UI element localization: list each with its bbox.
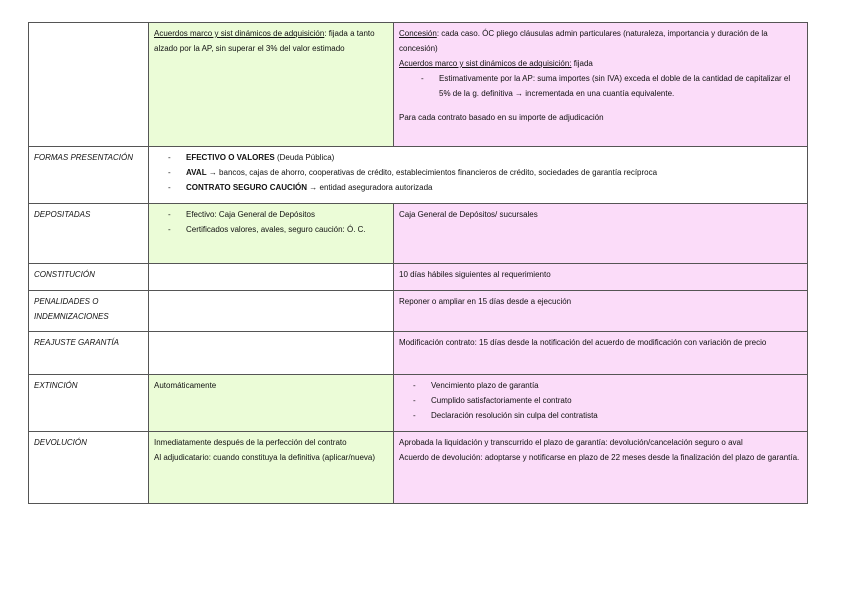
formas-item-bold: EFECTIVO O VALORES <box>186 153 275 162</box>
devolucion-right-line: Aprobada la liquidación y transcurrido el plazo de garantía: devolución/cancelación seguro o aval <box>399 438 743 447</box>
acuerdos-mid-title: Acuerdos marco y sist dinámicos de adquisición <box>154 29 325 38</box>
row-label: FORMAS PRESENTACIÓN <box>29 147 149 204</box>
devolucion-mid-line: Inmediatamente después de la perfección del contrato <box>154 438 347 447</box>
acuerdos-mid-text: : fijada a tanto alzado por la AP, sin superar el 3% del valor estimado <box>154 29 375 53</box>
acuerdos-right-paragraph <box>399 56 802 71</box>
row-label: REAJUSTE GARANTÍA <box>29 332 149 375</box>
extincion-mid-cell: Automáticamente <box>149 375 394 432</box>
acuerdos-footer: Para cada contrato basado en su importe de adjudicación <box>399 113 604 122</box>
list-item: - Vencimiento plazo de garantía <box>413 378 802 393</box>
table-row-depositadas <box>29 204 808 264</box>
formas-item-text: (Deuda Pública) <box>274 153 335 162</box>
formas-item-text: → entidad aseguradora autorizada <box>307 183 433 192</box>
formas-item-text: → bancos, cajas de ahorro, cooperativas de crédito, establecimientos financieros de crédito, sociedades de garantía recíproca <box>206 168 658 177</box>
formas-cell <box>149 147 808 204</box>
depositadas-mid-cell <box>149 204 394 264</box>
list-item: - Estimativamente por la AP: suma importes (sin IVA) exceda el doble de la cantidad de capitalizar el 5% de la g. definitiva → incrementada en una cuantía equivalente. <box>421 71 802 101</box>
extincion-list <box>399 378 802 423</box>
formas-item-bold: AVAL <box>186 168 207 177</box>
list-item: - Cumplido satisfactoriamente el contrato <box>413 393 802 408</box>
acuerdos-bullet-list <box>399 71 802 101</box>
penalidades-mid-cell <box>149 291 394 332</box>
list-item: - Efectivo: Caja General de Depósitos <box>168 207 388 222</box>
acuerdos-mid-cell <box>149 23 394 147</box>
devolucion-right-cell <box>394 432 808 504</box>
list-item <box>168 165 802 180</box>
devolucion-mid-line: Al adjudicatario: cuando constituya la definitiva (aplicar/nueva) <box>154 453 376 462</box>
list-item: - Certificados valores, avales, seguro caución: Ó. C. <box>168 222 388 237</box>
table-row-extincion <box>29 375 808 432</box>
concesion-text: : cada caso. ÓC pliego cláusulas admin particulares (naturaleza, importancia y duración de la concesión) <box>399 29 768 53</box>
devolucion-mid-cell <box>149 432 394 504</box>
depositadas-list <box>154 207 388 237</box>
concesion-label: Concesión <box>399 29 437 38</box>
row-label: PENALIDADES O INDEMNIZACIONES <box>29 291 149 332</box>
depositadas-right-cell: Caja General de Depósitos/ sucursales <box>394 204 808 264</box>
concesion-paragraph <box>399 26 802 56</box>
penalidades-right-cell: Reponer o ampliar en 15 días desde a ejecución <box>394 291 808 332</box>
table-row-acuerdos <box>29 23 808 147</box>
reajuste-mid-cell <box>149 332 394 375</box>
table-row-formas <box>29 147 808 204</box>
formas-item-bold: CONTRATO SEGURO CAUCIÓN <box>186 183 308 192</box>
table-row-devolucion <box>29 432 808 504</box>
acuerdos-right-title: Acuerdos marco y sist dinámicos de adquisición: <box>399 59 572 68</box>
table-row-constitucion <box>29 264 808 291</box>
garantias-table <box>28 22 808 504</box>
constitucion-mid-cell <box>149 264 394 291</box>
row-label-empty <box>29 23 149 147</box>
row-label: CONSTITUCIÓN <box>29 264 149 291</box>
formas-list <box>154 150 802 195</box>
list-item <box>168 180 802 195</box>
devolucion-right-line: Acuerdo de devolución: adoptarse y notificarse en plazo de 22 meses desde la finalización del plazo de garantía. <box>399 453 800 462</box>
row-label: DEPOSITADAS <box>29 204 149 264</box>
constitucion-right-cell: 10 días hábiles siguientes al requerimiento <box>394 264 808 291</box>
extincion-right-cell <box>394 375 808 432</box>
row-label: EXTINCIÓN <box>29 375 149 432</box>
list-item: - Declaración resolución sin culpa del contratista <box>413 408 802 423</box>
table-row-penalidades <box>29 291 808 332</box>
list-item <box>168 150 802 165</box>
acuerdos-right-text: fijada <box>571 59 593 68</box>
reajuste-right-cell: Modificación contrato: 15 días desde la notificación del acuerdo de modificación con variación de precio <box>394 332 808 375</box>
row-label: DEVOLUCIÓN <box>29 432 149 504</box>
acuerdos-right-cell <box>394 23 808 147</box>
table-row-reajuste <box>29 332 808 375</box>
